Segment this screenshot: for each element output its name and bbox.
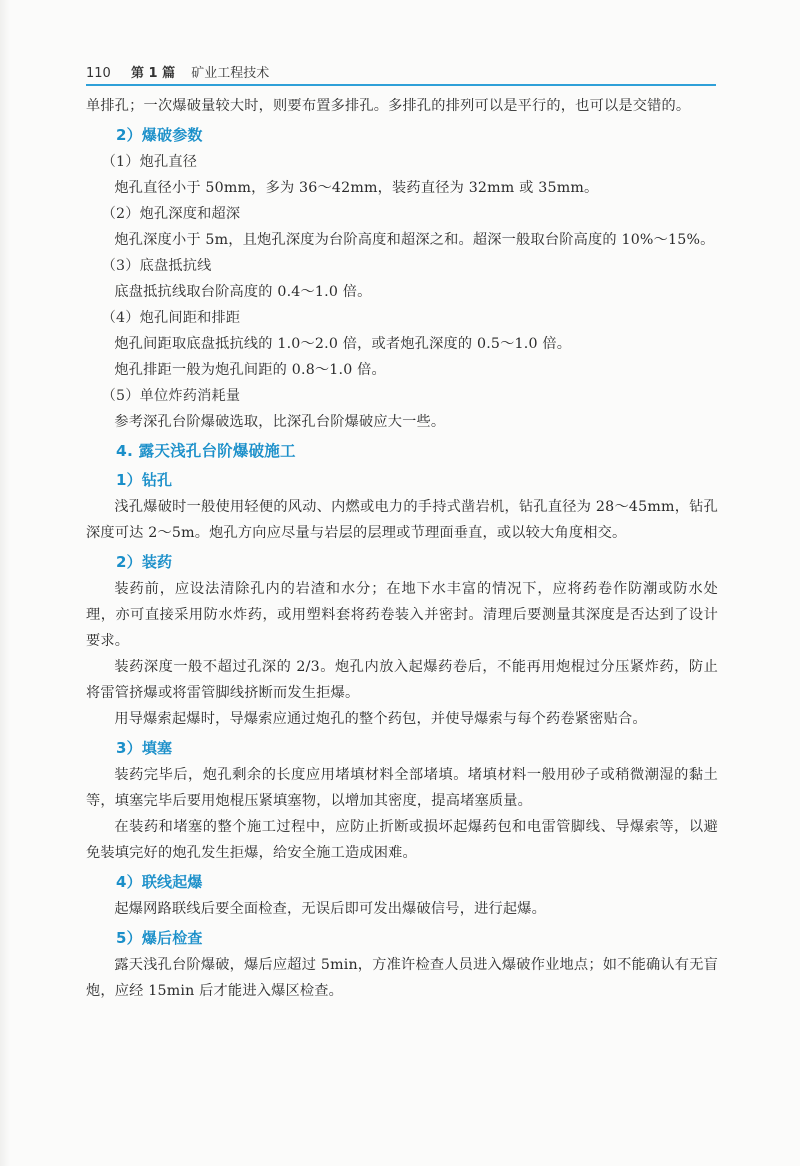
section-heading-construction: 4. 露天浅孔台阶爆破施工 <box>116 442 296 460</box>
section-heading-connection: 4）联线起爆 <box>116 873 203 891</box>
paragraph: 装药完毕后，炮孔剩余的长度应用堵填材料全部堵填。堵填材料一般用砂子或稍微潮湿的黏土等，填塞完毕后要用炮棍压紧填塞物，以增加其密度，提高堵塞质量。 <box>86 767 718 809</box>
page-number: 110 <box>86 66 111 81</box>
paragraph: 炮孔直径小于 50mm，多为 36～42mm，装药直径为 32mm 或 35mm。 <box>114 180 599 196</box>
paragraph: 装药前，应设法清除孔内的岩渣和水分；在地下水丰富的情况下，应将药卷作防潮或防水处理，亦可直接采用防水炸药，或用塑料套将药卷装入并密封。清理后要测量其深度是否达到了设计要求。 <box>86 581 718 649</box>
subheading-hole-depth: （2）炮孔深度和超深 <box>101 206 241 222</box>
section-heading-drilling: 1）钻孔 <box>116 471 173 489</box>
part-label: 第 1 篇 <box>130 66 176 81</box>
paragraph: 在装药和堵塞的整个施工过程中，应防止折断或损坏起爆药包和电雷管脚线、导爆索等，以避免装填完好的炮孔发生拒爆，给安全施工造成困难。 <box>86 819 718 861</box>
section-heading-blasting-parameters: 2）爆破参数 <box>116 126 203 144</box>
paragraph: 单排孔；一次爆破量较大时，则要布置多排孔。多排孔的排列可以是平行的，也可以是交错的。 <box>86 98 691 114</box>
paragraph: 装药深度一般不超过孔深的 2/3。炮孔内放入起爆药卷后，不能再用炮棍过分压紧炸药，防止将雷管挤爆或将雷管脚线挤断而发生拒爆。 <box>86 659 718 701</box>
subheading-explosive-consumption: （5）单位炸药消耗量 <box>101 388 241 404</box>
section-heading-charging: 2）装药 <box>116 553 173 571</box>
paragraph: 用导爆索起爆时，导爆索应通过炮孔的整个药包，并使导爆索与每个药卷紧密贴合。 <box>114 711 647 727</box>
paragraph: 起爆网路联线后要全面检查，无误后即可发出爆破信号，进行起爆。 <box>114 901 547 917</box>
paragraph: 炮孔排距一般为炮孔间距的 0.8～1.0 倍。 <box>114 362 386 378</box>
header-rule <box>86 84 716 86</box>
paragraph: 露天浅孔台阶爆破，爆后应超过 5min，方准许检查人员进入爆破作业地点；如不能确认有无盲炮，应经 15min 后才能进入爆区检查。 <box>86 957 718 999</box>
paragraph: 炮孔深度小于 5m，且炮孔深度为台阶高度和超深之和。超深一般取台阶高度的 10%～15%。 <box>114 232 715 248</box>
paragraph: 参考深孔台阶爆破选取，比深孔台阶爆破应大一些。 <box>114 414 446 430</box>
subheading-burden: （3）底盘抵抗线 <box>101 258 212 274</box>
page-edge-shadow <box>0 0 10 1166</box>
paragraph: 底盘抵抗线取台阶高度的 0.4～1.0 倍。 <box>114 284 372 300</box>
page-body <box>86 93 718 1004</box>
running-header <box>86 62 716 84</box>
subheading-hole-diameter: （1）炮孔直径 <box>101 154 198 170</box>
book-title: 矿业工程技术 <box>191 66 270 81</box>
section-heading-post-blast-check: 5）爆后检查 <box>116 929 203 947</box>
paragraph: 炮孔间距取底盘抵抗线的 1.0～2.0 倍，或者炮孔深度的 0.5～1.0 倍。 <box>114 336 572 352</box>
section-heading-stemming: 3）填塞 <box>116 739 173 757</box>
paragraph: 浅孔爆破时一般使用轻便的风动、内燃或电力的手持式凿岩机，钻孔直径为 28～45mm，钻孔深度可达 2～5m。炮孔方向应尽量与岩层的层理或节理面垂直，或以较大角度相交。 <box>86 499 718 541</box>
subheading-spacing: （4）炮孔间距和排距 <box>101 310 241 326</box>
